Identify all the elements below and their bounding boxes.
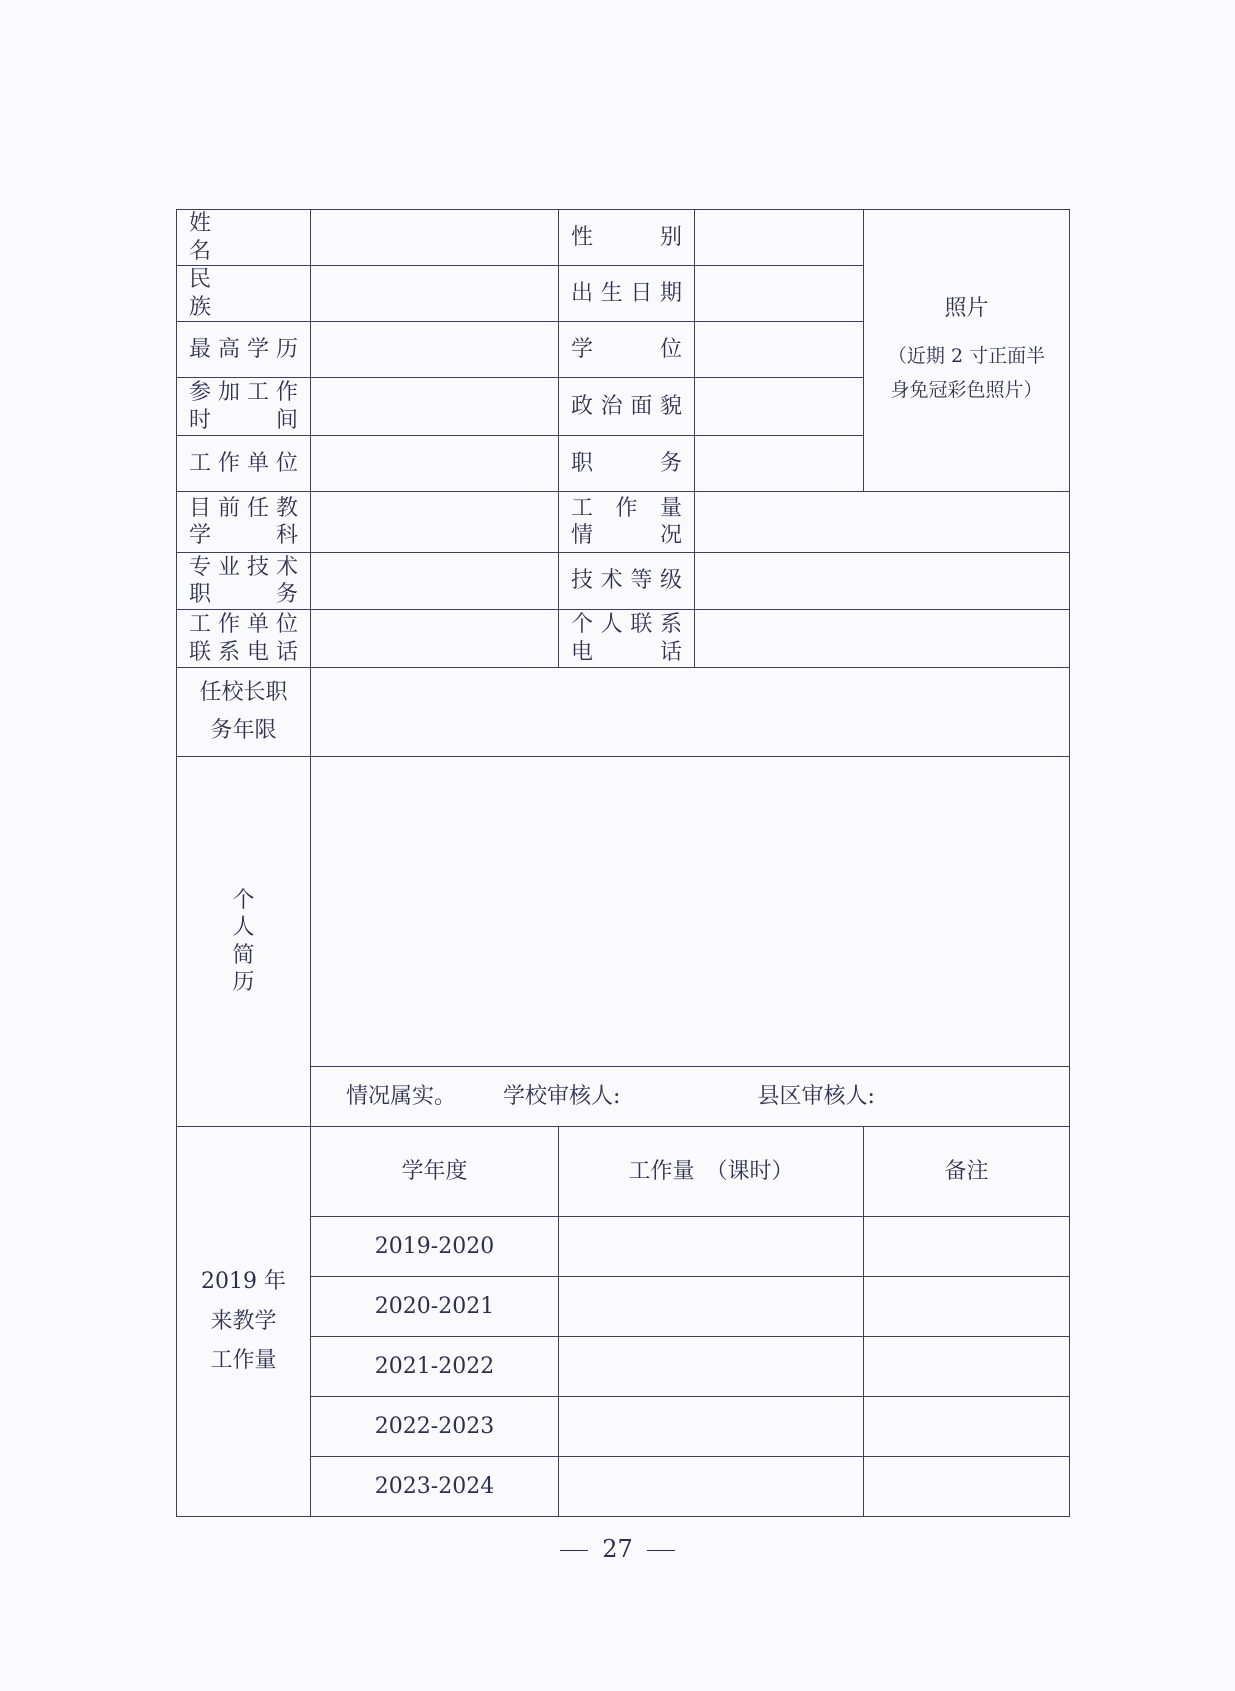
personal-phone-field[interactable] xyxy=(695,610,1070,668)
birth-date-field[interactable] xyxy=(695,266,864,322)
label-political: 政治面貌 xyxy=(559,378,695,436)
workload-field[interactable] xyxy=(695,492,1070,553)
label-name: 姓 名 xyxy=(177,210,311,266)
photo-box[interactable] xyxy=(864,210,1070,492)
label-principal-years: 任校长职 务年限 xyxy=(177,668,311,757)
header-school-year: 学年度 xyxy=(311,1127,559,1217)
ethnicity-field[interactable] xyxy=(311,266,559,322)
degree-field[interactable] xyxy=(695,322,864,378)
label-resume: 个 人 简 历 xyxy=(177,757,311,1127)
verification-row xyxy=(311,1067,1070,1127)
work-start-field[interactable] xyxy=(311,378,559,436)
school-reviewer-label: 学校审核人: xyxy=(503,1083,621,1109)
registration-form xyxy=(176,209,1070,1517)
unit-phone-field[interactable] xyxy=(311,610,559,668)
year-cell: 2023-2024 xyxy=(311,1457,559,1517)
hours-field[interactable] xyxy=(559,1337,864,1397)
label-work-start: 参加工作 时 间 xyxy=(177,378,311,436)
label-ethnicity: 民 族 xyxy=(177,266,311,322)
label-tech-level: 技术等级 xyxy=(559,553,695,610)
label-work-unit: 工作单位 xyxy=(177,436,311,492)
label-gender: 性 别 xyxy=(559,210,695,266)
gender-field[interactable] xyxy=(695,210,864,266)
year-cell: 2021-2022 xyxy=(311,1337,559,1397)
page-dash-right xyxy=(647,1550,675,1552)
photo-title: 照片 xyxy=(944,296,989,321)
hours-field[interactable] xyxy=(559,1217,864,1277)
label-education: 最高学历 xyxy=(177,322,311,378)
hours-field[interactable] xyxy=(559,1277,864,1337)
label-workload-since: 2019 年 来教学 工作量 xyxy=(177,1127,311,1517)
header-remarks: 备注 xyxy=(864,1127,1070,1217)
label-tech-title: 专业技术 职 务 xyxy=(177,553,311,610)
page-dash-left xyxy=(560,1550,588,1552)
label-unit-phone: 工作单位 联系电话 xyxy=(177,610,311,668)
label-birth-date: 出生日期 xyxy=(559,266,695,322)
label-personal-phone: 个人联系 电 话 xyxy=(559,610,695,668)
remarks-field[interactable] xyxy=(864,1217,1070,1277)
year-cell: 2020-2021 xyxy=(311,1277,559,1337)
hours-field[interactable] xyxy=(559,1397,864,1457)
year-cell: 2022-2023 xyxy=(311,1397,559,1457)
political-field[interactable] xyxy=(695,378,864,436)
header-workload-hours: 工作量 （课时） xyxy=(559,1127,864,1217)
remarks-field[interactable] xyxy=(864,1397,1070,1457)
page-number xyxy=(0,1535,1235,1563)
tech-level-field[interactable] xyxy=(695,553,1070,610)
principal-years-field[interactable] xyxy=(311,668,1070,757)
position-field[interactable] xyxy=(695,436,864,492)
work-unit-field[interactable] xyxy=(311,436,559,492)
remarks-field[interactable] xyxy=(864,1337,1070,1397)
name-field[interactable] xyxy=(311,210,559,266)
photo-note: （近期 2 寸正面半身免冠彩色照片） xyxy=(887,344,1046,401)
hours-field[interactable] xyxy=(559,1457,864,1517)
year-cell: 2019-2020 xyxy=(311,1217,559,1277)
tech-title-field[interactable] xyxy=(311,553,559,610)
page-number-text: 27 xyxy=(602,1535,633,1563)
remarks-field[interactable] xyxy=(864,1277,1070,1337)
resume-field[interactable] xyxy=(311,757,1070,1067)
verify-statement: 情况属实。 xyxy=(346,1083,457,1109)
county-reviewer-label: 县区审核人: xyxy=(757,1083,875,1109)
label-subject: 目前任教 学 科 xyxy=(177,492,311,553)
label-degree: 学 位 xyxy=(559,322,695,378)
subject-field[interactable] xyxy=(311,492,559,553)
education-field[interactable] xyxy=(311,322,559,378)
remarks-field[interactable] xyxy=(864,1457,1070,1517)
label-position: 职 务 xyxy=(559,436,695,492)
label-workload: 工 作 量 情 况 xyxy=(559,492,695,553)
